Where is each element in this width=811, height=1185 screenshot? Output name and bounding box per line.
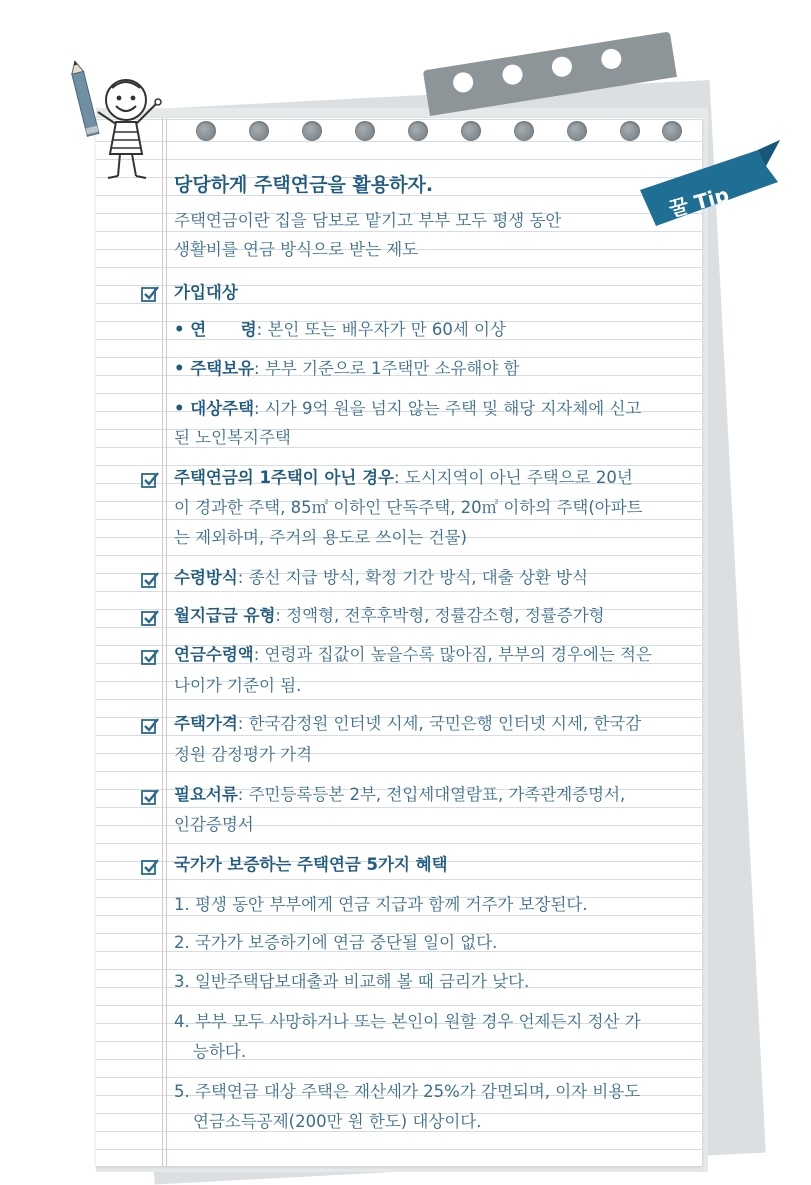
eligibility-item-text: : 본인 또는 배우자가 만 60세 이상 [256,320,506,339]
check-item-label: 필요서류 [174,785,238,804]
checkbox-checked-icon [140,608,160,628]
benefit-item-5-cont: 연금소득공제(200만 원 한도) 대상이다. [193,1112,482,1131]
check-item-text: : 주민등록등본 2부, 전입세대열람표, 가족관계증명서, [237,785,626,804]
check-item-monthly-type [174,606,605,626]
check-item-non-single-house [174,468,633,488]
tip-badge-label: 꿀 Tip [666,182,732,222]
benefit-item-3: 3. 일반주택담보대출과 비교해 볼 때 금리가 낮다. [174,972,530,991]
check-item-text: : 연령과 집값이 높을수록 많아짐, 부부의 경우에는 적은 [253,645,652,664]
check-item-text: : 한국감정원 인터넷 시세, 국민은행 인터넷 시세, 한국감 [237,714,642,733]
eligibility-item-text: : 부부 기준으로 1주택만 소유해야 함 [254,359,520,378]
eligibility-item-target-house [174,399,641,419]
benefits-heading: 국가가 보증하는 주택연금 5가지 혜택 [174,855,448,874]
check-item-text: : 도시지역이 아닌 주택으로 20년 [393,468,633,487]
checkbox-checked-icon [140,857,160,877]
eligibility-item-text: : 시가 9억 원을 넘지 않는 주택 및 해당 지자체에 신고 [254,399,642,418]
intro-line-2: 생활비를 연금 방식으로 받는 제도 [174,240,419,259]
page-title: 당당하게 주택연금을 활용하자. [174,174,434,196]
eligibility-item-target-house-cont: 된 노인복지주택 [174,428,291,447]
checkbox-checked-icon [140,787,160,807]
check-item-label: 주택가격 [174,714,238,733]
eligibility-item-label: • 대상주택 [174,399,255,418]
check-item-text-line: 나이가 기준이 됨. [174,676,302,695]
checkbox-checked-icon [140,470,160,490]
check-item-pension-amount [174,645,652,665]
intro-line-1: 주택연금이란 집을 담보로 맡기고 부부 모두 평생 동안 [174,211,562,230]
eligibility-item-label: • 연 령 [174,320,257,339]
check-item-payment-method [174,568,588,588]
benefit-item-2: 2. 국가가 보증하기에 연금 중단될 일이 없다. [174,933,498,952]
check-item-house-price [174,714,641,734]
check-item-label: 주택연금의 1주택이 아닌 경우 [174,468,394,487]
check-item-text: : 종신 지급 방식, 확정 기간 방식, 대출 상환 방식 [237,568,588,587]
check-item-text-line: 이 경과한 주택, 85㎡ 이하인 단독주택, 20㎡ 이하의 주택(아파트 [174,498,643,517]
check-item-text-line: 는 제외하며, 주거의 용도로 쓰이는 건물) [174,528,467,547]
checkbox-checked-icon [140,647,160,667]
eligibility-item-age [174,320,506,340]
benefit-item-1: 1. 평생 동안 부부에게 연금 지급과 함께 거주가 보장된다. [174,895,588,914]
checkbox-checked-icon [140,284,160,304]
check-item-documents [174,785,625,805]
check-item-text-line: 정원 감정평가 가격 [174,745,313,764]
benefit-item-4-cont: 능하다. [193,1042,247,1061]
check-item-label: 연금수령액 [174,645,254,664]
check-item-label: 월지급금 유형 [174,606,276,625]
benefit-item-4: 4. 부부 모두 사망하거나 또는 본인이 원할 경우 언제든지 정산 가 [174,1012,641,1031]
eligibility-item-ownership [174,359,519,379]
check-item-text-line: 인감증명서 [174,815,254,834]
benefit-item-5: 5. 주택연금 대상 주택은 재산세가 25%가 감면되며, 이자 비용도 [174,1082,641,1101]
eligibility-item-label: • 주택보유 [174,359,255,378]
checkbox-checked-icon [140,570,160,590]
check-item-label: 수령방식 [174,568,238,587]
check-item-text: : 정액형, 전후후박형, 정률감소형, 정률증가형 [275,606,605,625]
eligibility-heading: 가입대상 [174,283,238,302]
checkbox-checked-icon [140,716,160,736]
